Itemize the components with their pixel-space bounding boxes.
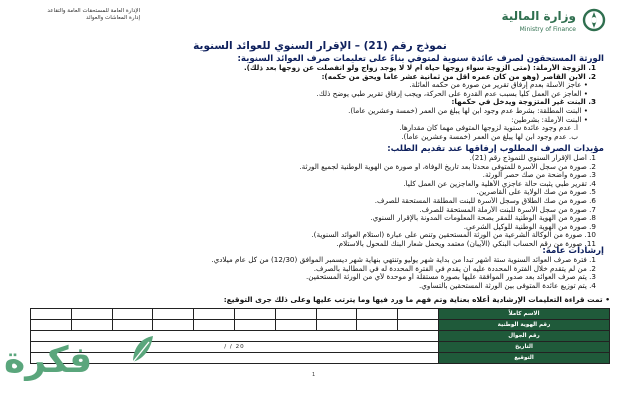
national-id-field[interactable] — [112, 320, 153, 331]
list-item: 1. الزوجة الأرملة: (متى الزوجة سواء زوجها حياة أم لا لا يوجد زواج ولو انفصلت عن زوجها بعد ذلك). — [243, 64, 596, 72]
list-item: 11. صورة من رقم الحساب البنكي (الآيبان) معتمد ويحمل شعار البنك للمحول بالاستلام. — [336, 239, 596, 248]
section-heading: إرشادات عامة: — [542, 246, 604, 256]
full-name-field[interactable] — [275, 309, 316, 320]
table-row — [31, 309, 610, 320]
list-item: 10. صورة من الوكالة الشرعية من الورثة المستحقين وتنص على عبارة (استلام العوائد السنوية). — [311, 231, 596, 240]
list-item: 2. صورة من سجل الأسرة للمتوفى محدثاً بعد تاريخ الوفاة، أو صورة من الهوية الوطنية لجميع الورثة. — [299, 162, 596, 171]
date-label: التاريخ — [439, 342, 610, 353]
list-item: • البنت المطلقة: بشرط عدم وجود ابن لها يبلغ من العمر (خمسة وعشرين عاماً). — [348, 106, 588, 115]
ministry-logo — [486, 6, 606, 38]
full-name-field[interactable] — [398, 309, 439, 320]
list-item: 2. من لم يتقدم خلال الفترة المحددة عليه أن يقدم في الفترة المحددة له في المطالبة بالصرف. — [313, 264, 596, 273]
list-item: ب. عدم وجود ابن لها يبلغ من العمر (خمسة وعشرين عاماً). — [401, 132, 578, 141]
confirmation-statement: • تمت قراءة التعليمات الإرشادية أعلاه بعناية وتم فهم ما ورد فيها وما يترتب عليها وعلى ذلك جرى التوقيع: — [223, 295, 610, 304]
full-name-field[interactable] — [31, 309, 72, 320]
list-item: 8. صورة من الهوية الوطنية للمقر بصحة المعلومات المدونة بالإقرار السنوي. — [370, 214, 596, 223]
list-item: • العاجز عن العمل كلياً بسبب عدم القدرة على الحركة، ويجب إرفاق تقرير طبي يوضح ذلك. — [316, 89, 588, 98]
national-id-field[interactable] — [398, 320, 439, 331]
header-line: إدارة المعاشات والعوائد — [85, 15, 140, 21]
table-row — [31, 320, 610, 331]
list-item: 5. صورة من صك الولاية على القاصرين. — [476, 188, 596, 197]
full-name-field[interactable] — [235, 309, 276, 320]
list-item: 3. البنت غير المتزوجة ويدخل في حكمها: — [451, 98, 596, 107]
national-id-field[interactable] — [275, 320, 316, 331]
ministry-emblem-icon — [582, 8, 606, 32]
list-item: 4. تقرير طبي يثبت حالة عاجزي الأهلية والعاجزين عن العمل كلياً. — [403, 179, 596, 188]
national-id-field[interactable] — [31, 320, 72, 331]
eligible-heirs-section — [30, 54, 604, 141]
list-item: أ. عدم وجود عائدة سنوية لزوجها المتوفى مهما كان مقدارها. — [399, 124, 578, 133]
section-heading: مؤيدات الصرف المطلوب إرفاقها عند تقديم الطلب: — [387, 144, 604, 154]
list-item: 3. صورة واضحة من صك حصر الورثة. — [482, 171, 596, 180]
signature-label: التوقيع — [439, 353, 610, 364]
leaf-icon — [129, 334, 155, 364]
national-id-field[interactable] — [71, 320, 112, 331]
full-name-field[interactable] — [71, 309, 112, 320]
full-name-field[interactable] — [316, 309, 357, 320]
page-number: 1 — [312, 372, 316, 378]
list-item: 6. صورة من صك الطلاق وسجل الأسرة للبنت المطلقة المستحقة للصرف. — [374, 196, 596, 205]
list-item: • عاجز الأسلة بعدم إرفاق تقرير من صورة من حكمه العائلة. — [409, 81, 588, 90]
header-line: الإدارة العامة للمستحقات العامة والتقاعد — [47, 8, 140, 14]
full-name-field[interactable] — [357, 309, 398, 320]
logo-arabic-text: وزارة المالية — [501, 9, 576, 23]
full-name-field[interactable] — [194, 309, 235, 320]
national-id-label: رقم الهوية الوطنية — [439, 320, 610, 331]
list-item: 1. فترة صرف العوائد السنوية ستة أشهر تبدأ من بداية شهر يوليو وتنتهي بنهاية شهر ديسمبر الموافق (12/30) من كل عام ميلادي. — [211, 256, 596, 264]
full-name-field[interactable] — [112, 309, 153, 320]
national-id-field[interactable] — [153, 320, 194, 331]
national-id-field[interactable] — [316, 320, 357, 331]
list-item: 3. يتم صرف العوائد بعد صدور الموافقة عليها بصورة مستقلة أو موحدة لأي من الورثة المستحقين. — [305, 273, 596, 282]
national-id-field[interactable] — [194, 320, 235, 331]
watermark — [4, 332, 154, 398]
national-id-field[interactable] — [357, 320, 398, 331]
logo-english-text: Ministry of Finance — [519, 26, 576, 33]
list-item: 1. أصل الإقرار السنوي للنموذج رقم (21). — [469, 154, 596, 162]
national-id-field[interactable] — [235, 320, 276, 331]
document-title: نموذج رقم (21) – الإقرار السنوي للعوائد السنوية — [193, 40, 447, 52]
list-item: 9. صورة من الهوية الوطنية للوكيل الشرعي. — [463, 222, 596, 231]
required-documents-section — [30, 144, 604, 249]
full-name-label: الاسم كاملاً — [439, 309, 610, 320]
full-name-field[interactable] — [153, 309, 194, 320]
list-item: 7. صورة من سجل الأسرة للبنت الأرملة المستحقة للصرف. — [419, 205, 596, 214]
date-field[interactable]: 20 / / — [31, 342, 439, 353]
mobile-label: رقم الجوال — [439, 331, 610, 342]
list-item: 4. يتم توزيع عائدة المتوفى بين الورثة المستحقين بالتساوي. — [418, 281, 596, 290]
header-department — [20, 8, 140, 22]
section-heading: الورثة المستحقون لصرف عائدة سنوية لمتوفي بناءً على تعليمات صرف العوائد السنوية: — [237, 54, 604, 64]
list-item: 2. الابن القاصر (وهو من كان عمره أقل من ثمانية عشر عاماً ويحق من حكمه): — [321, 72, 596, 81]
list-item: • البنت الأرملة: بشرطين: — [511, 115, 588, 124]
watermark-text: فكرة — [4, 340, 93, 381]
general-guidelines-section — [30, 246, 604, 290]
